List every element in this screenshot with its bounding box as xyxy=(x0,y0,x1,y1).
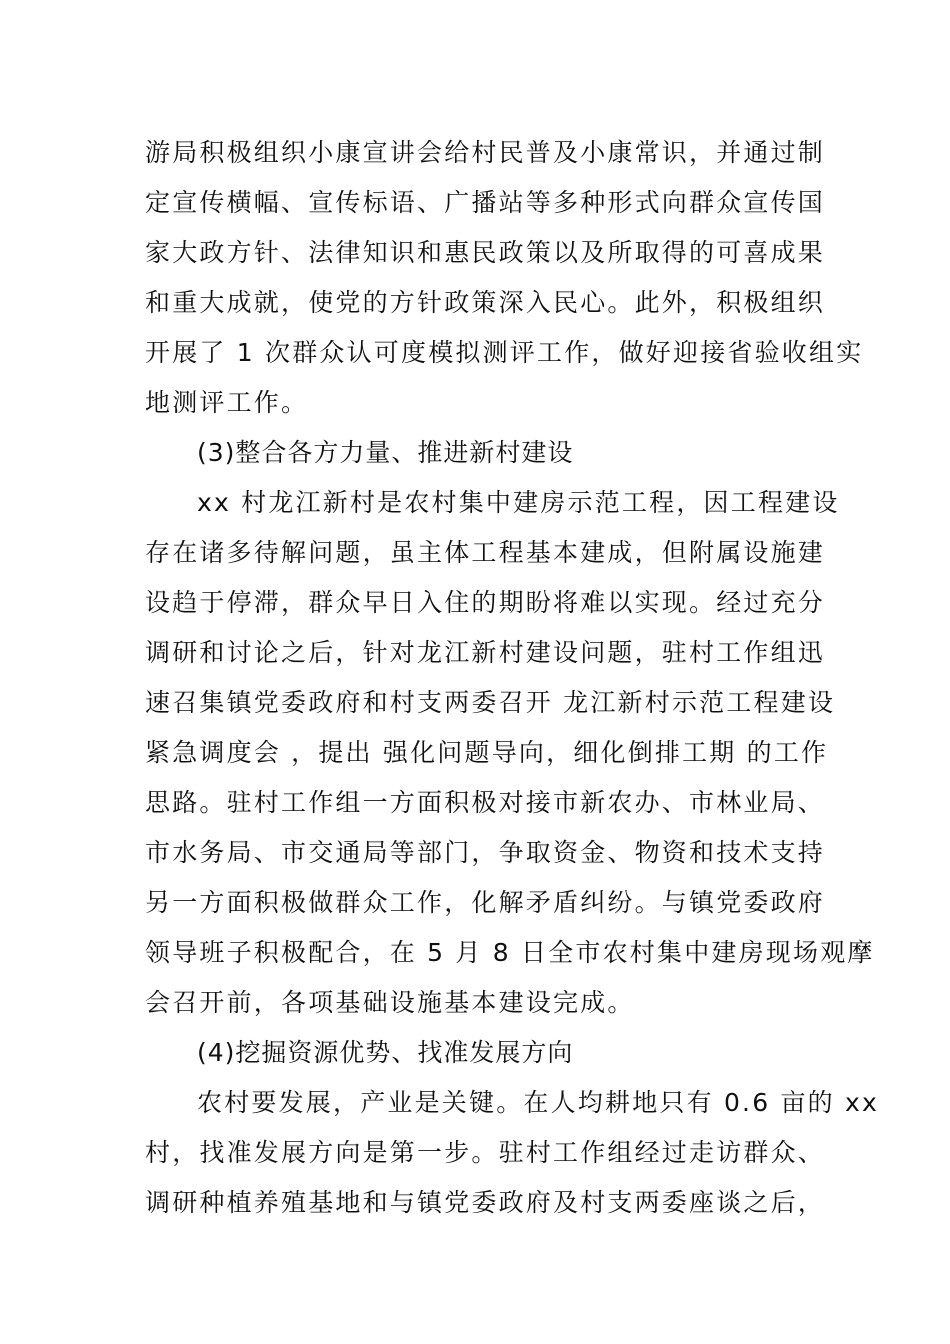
section-heading: (3)整合各方力量、推进新村建设 xyxy=(197,438,574,467)
paragraph-line: 家大政方针、法律知识和惠民政策以及所取得的可喜成果 xyxy=(145,238,826,267)
paragraph-line: xx 村龙江新村是农村集中建房示范工程，因工程建设 xyxy=(197,488,840,517)
document-body xyxy=(145,128,879,1228)
paragraph-line: 领导班子积极配合，在 5 月 8 日全市农村集中建房现场观摩 xyxy=(145,938,875,967)
paragraph-line: 游局积极组织小康宣讲会给村民普及小康常识，并通过制 xyxy=(145,138,826,167)
paragraph-line: 调研和讨论之后，针对龙江新村建设问题，驻村工作组迅 xyxy=(145,638,826,667)
paragraph-line: 会召开前，各项基础设施基本建设完成。 xyxy=(145,988,635,1017)
paragraph-line: 另一方面积极做群众工作，化解矛盾纠纷。与镇党委政府 xyxy=(145,888,826,917)
paragraph-line: 农村要发展，产业是关键。在人均耕地只有 0.6 亩的 xx xyxy=(197,1088,879,1117)
paragraph-line: 紧急调度会 ，提出 强化问题导向，细化倒排工期 的工作 xyxy=(145,738,829,767)
paragraph-line: 速召集镇党委政府和村支两委召开 龙江新村示范工程建设 xyxy=(145,688,836,717)
paragraph-line: 定宣传横幅、宣传标语、广播站等多种形式向群众宣传国 xyxy=(145,188,826,217)
paragraph-line: 市水务局、市交通局等部门，争取资金、物资和技术支持 xyxy=(145,838,826,867)
paragraph-line: 调研种植养殖基地和与镇党委政府及村支两委座谈之后， xyxy=(145,1188,826,1217)
section-heading: (4)挖掘资源优势、找准发展方向 xyxy=(197,1038,574,1067)
paragraph-line: 和重大成就，使党的方针政策深入民心。此外，积极组织 xyxy=(145,288,826,317)
paragraph-line: 设趋于停滞，群众早日入住的期盼将难以实现。经过充分 xyxy=(145,588,826,617)
paragraph-line: 地测评工作。 xyxy=(145,388,309,417)
paragraph-line: 思路。驻村工作组一方面积极对接市新农办、市林业局、 xyxy=(145,788,826,817)
paragraph-line: 开展了 1 次群众认可度模拟测评工作，做好迎接省验收组实 xyxy=(145,338,864,367)
paragraph-line: 存在诸多待解问题，虽主体工程基本建成，但附属设施建 xyxy=(145,538,826,567)
paragraph-line: 村，找准发展方向是第一步。驻村工作组经过走访群众、 xyxy=(145,1138,826,1167)
